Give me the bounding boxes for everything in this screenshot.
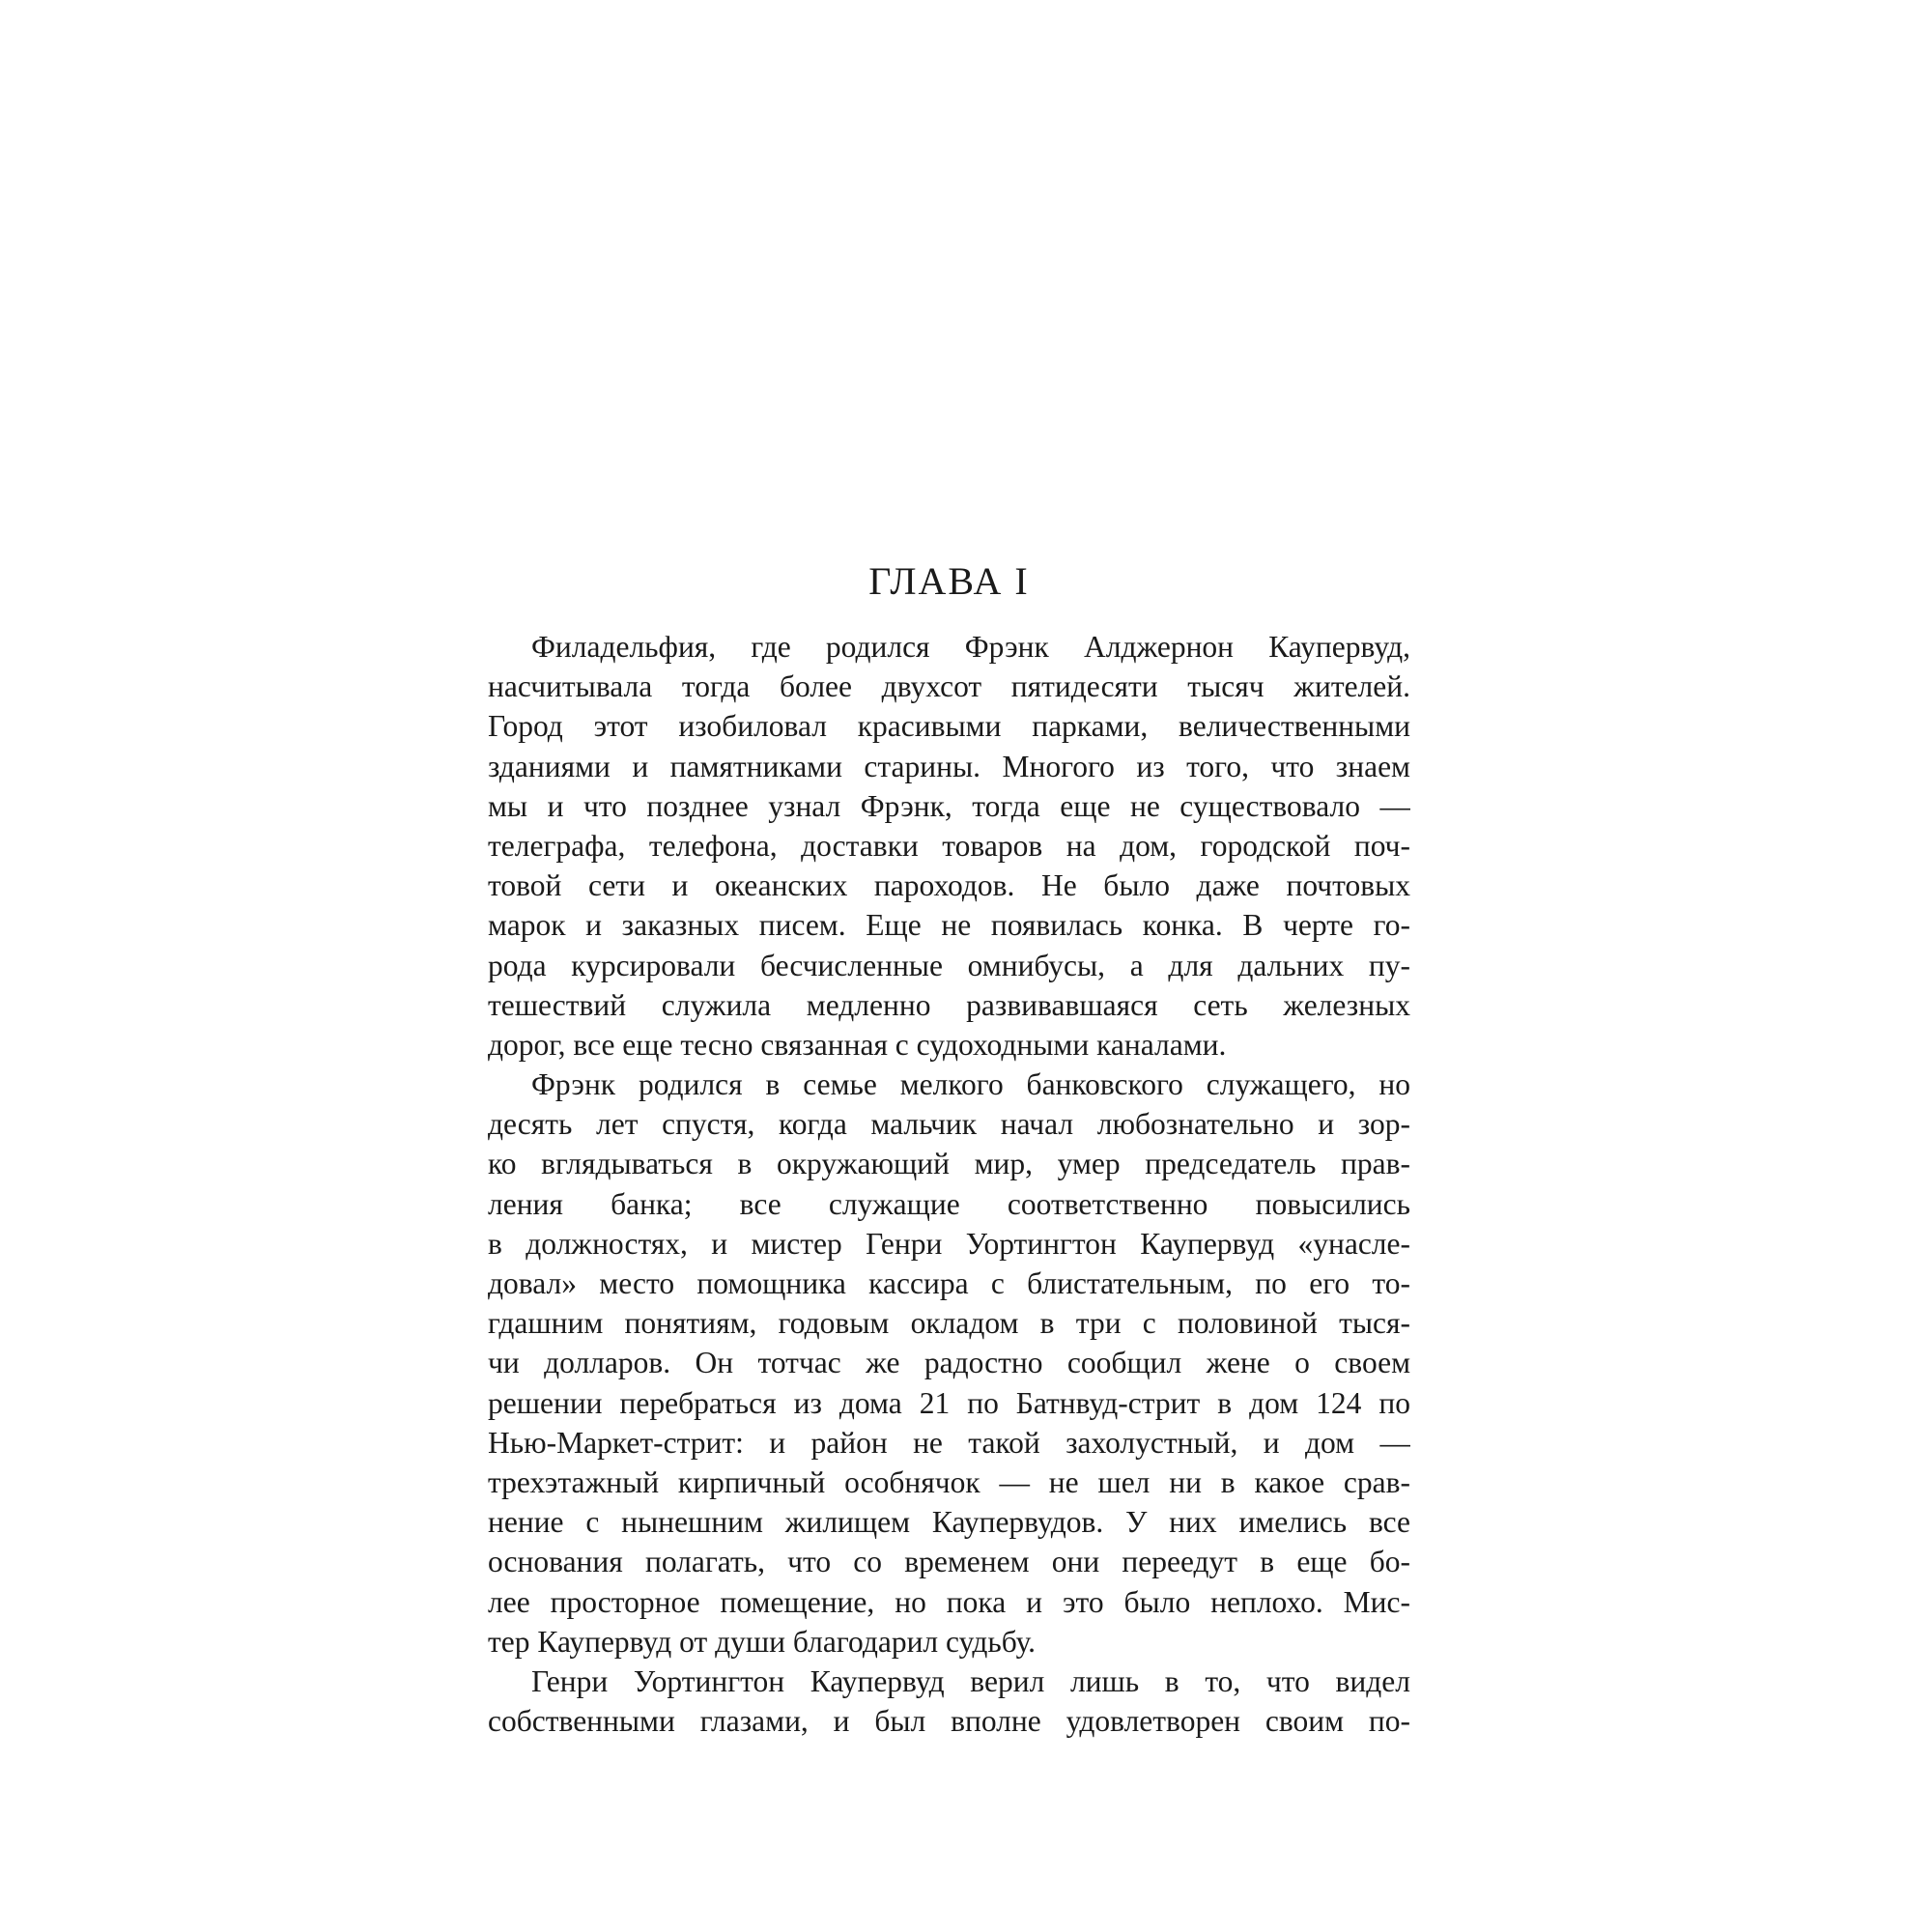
text-line: Филадельфия, где родился Фрэнк Алджернон Каупервуд, [531,630,1410,664]
text-line: лее просторное помещение, но пока и это было неплохо. Мис- [488,1584,1410,1619]
text-line: дорог, все еще тесно связанная с судоходными каналами. [488,1027,1227,1062]
text-line: товой сети и океанских пароходов. Не было даже почтовых [488,868,1410,903]
text-line: тер Каупервуд от души благодарил судьбу. [488,1624,1037,1659]
paragraph-1 [488,627,1410,1065]
text-line: в должностях, и мистер Генри Уортингтон Каупервуд «унасле- [488,1226,1410,1261]
text-line: мы и что позднее узнал Фрэнк, тогда еще не существовало — [488,788,1410,823]
text-line: собственными глазами, и был вполне удовлетворен своим по- [488,1704,1410,1739]
text-line: Город этот изобиловал красивыми парками, величественными [488,709,1410,744]
text-line: чи долларов. Он тотчас же радостно сообщил жене о своем [488,1346,1410,1380]
text-line: нение с нынешним жилищем Каупервудов. У них имелись все [488,1505,1410,1540]
paragraph-3 [488,1662,1410,1741]
text-line: решении перебраться из дома 21 по Батнвуд-стрит в дом 124 по [488,1385,1410,1420]
text-line: ко вглядываться в окружающий мир, умер председатель прав- [488,1147,1410,1181]
text-line: насчитывала тогда более двухсот пятидесяти тысяч жителей. [488,669,1410,704]
text-line: десять лет спустя, когда мальчик начал любознательно и зор- [488,1107,1410,1142]
chapter-title: ГЛАВА I [868,559,1030,603]
text-line: телеграфа, телефона, доставки товаров на дом, городской поч- [488,828,1410,863]
text-line: Нью-Маркет-стрит: и район не такой захолустный, и дом — [488,1425,1410,1460]
paragraph-2 [488,1065,1410,1662]
text-line: тешествий служила медленно развивавшаяся сеть железных [488,987,1410,1022]
text-line: ления банка; все служащие соответственно повысились [488,1186,1410,1221]
text-line: марок и заказных писем. Еще не появилась конка. В черте го- [488,908,1410,943]
text-line: Генри Уортингтон Каупервуд верил лишь в то, что видел [531,1663,1410,1698]
text-line: гдашним понятиям, годовым окладом в три с половиной тыся- [488,1306,1410,1341]
text-line: рода курсировали бесчисленные омнибусы, а для дальних пу- [488,948,1410,982]
text-line: довал» место помощника кассира с блистательным, по его то- [488,1266,1410,1300]
text-line: зданиями и памятниками старины. Многого из того, что знаем [488,749,1410,783]
text-line: Фрэнк родился в семье мелкого банковского служащего, но [531,1067,1410,1102]
text-block [488,555,1410,1741]
text-line: основания полагать, что со временем они переедут в еще бо- [488,1545,1410,1579]
text-line: трехэтажный кирпичный особнячок — не шел ни в какое срав- [488,1464,1410,1499]
